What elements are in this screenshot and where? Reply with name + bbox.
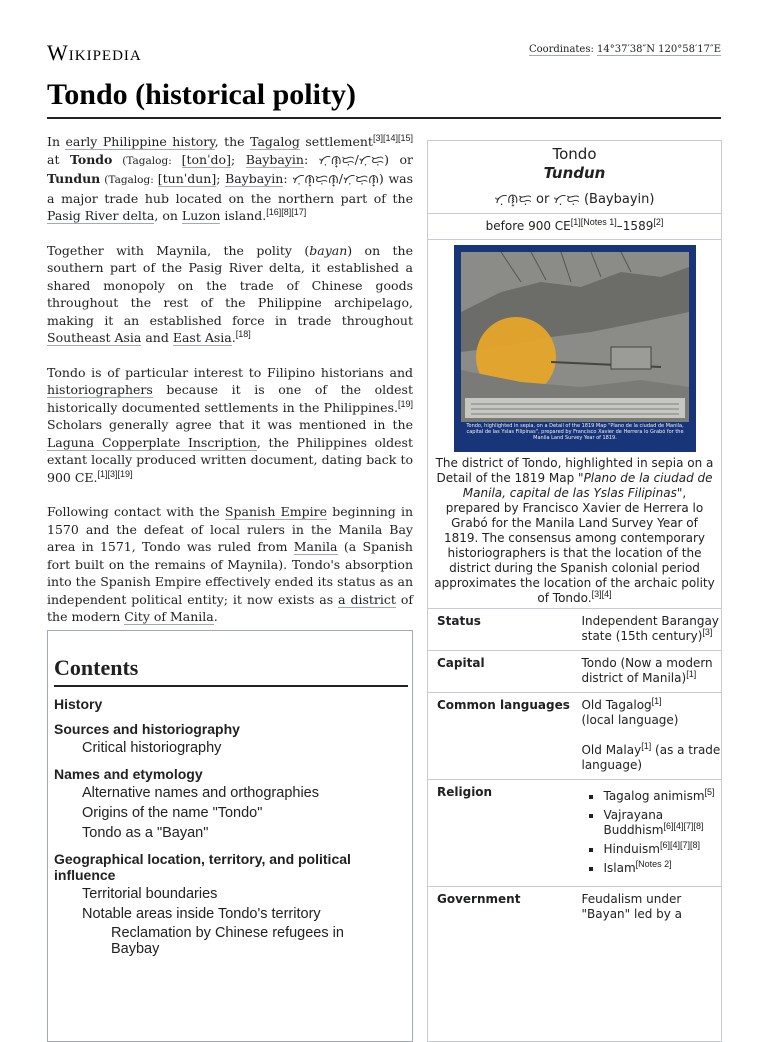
- citation[interactable]: [18]: [235, 328, 251, 339]
- paragraph-intro: [47, 133, 413, 225]
- toc-list: [48, 696, 412, 957]
- infobox-baybayin: [432, 189, 717, 207]
- text: Vajrayana Buddhism: [603, 808, 664, 837]
- historic-map-graphic: [461, 252, 689, 422]
- citation[interactable]: [1][Notes 1]: [570, 217, 617, 227]
- status-value: [581, 614, 721, 644]
- infobox-name: Tondo: [552, 145, 597, 163]
- toc-item-geography[interactable]: Geographical location, territory, and political influence: [54, 851, 351, 883]
- text: , on: [154, 208, 182, 223]
- baybayin-script-2: ᜆᜓᜇᜓ: [553, 192, 580, 207]
- text: .: [231, 330, 236, 345]
- text: ;: [230, 151, 246, 167]
- link-early-philippine-history[interactable]: early Philippine history: [65, 134, 215, 149]
- bold-tundun: Tundun: [47, 171, 101, 186]
- coordinates: Coordinates: 14°37′38″N 120°58′17″E: [528, 44, 721, 55]
- map-caption: [428, 452, 721, 608]
- infobox-row-religion: [428, 779, 721, 886]
- link-baybayin[interactable]: Baybayin: [245, 151, 304, 167]
- title-divider: [47, 117, 721, 119]
- link-baybayin-2[interactable]: Baybayin: [225, 171, 284, 186]
- link-spanish-empire[interactable]: Spanish Empire: [224, 504, 328, 519]
- table-of-contents: [47, 630, 413, 1042]
- citation[interactable]: [6][4][7][8]: [659, 840, 700, 850]
- text: (local language): [581, 713, 679, 727]
- text: (as a trade language): [581, 743, 721, 772]
- text: Old Tagalog: [581, 698, 652, 712]
- text: Following contact with the: [47, 504, 225, 519]
- toc-item-tondo-bayan[interactable]: Tondo as a "Bayan": [82, 825, 209, 841]
- toc-item-territorial-boundaries[interactable]: Territorial boundaries: [82, 886, 218, 902]
- text: , the Philippines oldest extant locally produced written document, dating back to 900 CE.: [47, 434, 413, 485]
- italic-map-title: Plano de la ciudad de Manila, capital de las Yslas Filipinas: [462, 471, 713, 500]
- toc-item-critical-historiography[interactable]: Critical historiography: [82, 740, 222, 756]
- citation[interactable]: [16][8][17]: [266, 206, 307, 217]
- citation[interactable]: [3][4]: [591, 589, 612, 599]
- link-southeast-asia[interactable]: Southeast Asia: [47, 330, 142, 345]
- citation[interactable]: [5]: [704, 787, 715, 797]
- toc-item-history[interactable]: History: [54, 696, 103, 712]
- text: Islam: [603, 861, 636, 875]
- citation[interactable]: [6][4][7][8]: [663, 821, 704, 831]
- citation[interactable]: [3]: [702, 627, 713, 637]
- infobox: [427, 140, 722, 1042]
- date-start: before 900 CE: [485, 219, 571, 233]
- citation[interactable]: [3][14][15]: [372, 132, 413, 143]
- text: Hinduism: [603, 842, 660, 856]
- link-ipa-tundun[interactable]: [tunˈdun]: [157, 171, 217, 186]
- link-luzon[interactable]: Luzon: [181, 208, 221, 223]
- link-east-asia[interactable]: East Asia: [172, 330, 232, 345]
- map-image[interactable]: [454, 245, 696, 452]
- date-end: –1589: [616, 219, 654, 233]
- link-historiographers[interactable]: historiographers: [47, 382, 153, 397]
- map-drawing: [461, 252, 689, 422]
- baybayin-script: ᜆᜓᜈ᜔ᜇᜓ: [494, 192, 532, 207]
- text: (a Spanish fort built on the remains of Maynila). Tondo's absorption into the Spanish Empire effectively ended its status as an independent political entity; it now exists as: [47, 539, 413, 607]
- coordinates-label-link[interactable]: Coordinates: [528, 44, 591, 55]
- capital-label: Capital: [437, 656, 485, 670]
- religion-list: [581, 789, 721, 876]
- map-note: Tondo, highlighted in sepia, on a Detail of the 1819 Map "Plano de la ciudad de Manila, capital de las Yslas Filipinas", prepared by Francisco Xavier de Herrera lo Grabó for the Manila Land Survey Year of 1819.: [466, 423, 684, 441]
- text: beginning in 1570 and the defeat of local rulers in the Manila Bay area in 1571, Tondo was ruled from: [47, 504, 414, 554]
- religion-label: Religion: [437, 785, 493, 799]
- text: ;: [216, 171, 226, 186]
- citation[interactable]: [1]: [641, 741, 652, 751]
- religion-item: [603, 789, 721, 804]
- link-ipa-tondo[interactable]: [tonˈdo]: [181, 151, 231, 167]
- languages-label: Common languages: [437, 698, 570, 712]
- text: (Tagalog:: [112, 154, 182, 167]
- text: Tondo is of particular interest to Filipino historians and: [47, 364, 413, 380]
- text: and: [141, 330, 173, 345]
- text: , the: [214, 134, 251, 149]
- text: ) on the southern part of the Pasig River delta, it established a shared monopoly on the trade of Chinese goods throughout the rest of the Philippine archipelago, making it an established force in trade throughout: [47, 242, 414, 328]
- government-label: Government: [437, 892, 521, 906]
- religion-item: [603, 861, 721, 876]
- religion-item: [603, 842, 721, 857]
- link-a-district[interactable]: a district: [338, 591, 396, 607]
- toc-item-names-etymology[interactable]: Names and etymology: [54, 766, 203, 782]
- text: settlement: [299, 134, 373, 149]
- text: Scholars generally agree that it was mentioned in the: [47, 417, 413, 432]
- italic-bayan: bayan: [309, 242, 348, 258]
- citation[interactable]: [1]: [686, 669, 697, 679]
- bold-tondo: Tondo: [70, 151, 113, 167]
- link-tagalog[interactable]: Tagalog: [250, 134, 300, 149]
- status-label: Status: [437, 614, 481, 628]
- paragraph-historians: [47, 364, 413, 487]
- text: The district of Tondo, highlighted in sepia on a Detail of the 1819 Map ": [435, 456, 714, 485]
- text: Tagalog animism: [603, 789, 705, 803]
- citation[interactable]: [2]: [653, 217, 664, 227]
- capital-value: [581, 656, 721, 686]
- text: (Tagalog:: [100, 174, 158, 186]
- text: Together with Maynila, the polity (: [47, 242, 310, 258]
- text: at: [47, 151, 70, 167]
- religion-item: [603, 808, 721, 838]
- page-title: Tondo (historical polity): [47, 78, 356, 111]
- link-laguna-copperplate-inscription[interactable]: Laguna Copperplate Inscription: [47, 434, 257, 450]
- article-body: [47, 133, 413, 643]
- toc-item-sources[interactable]: Sources and historiography: [54, 721, 240, 737]
- languages-value: [581, 698, 721, 773]
- coordinates-value-link[interactable]: 14°37′38″N 120°58′17″E: [597, 44, 721, 55]
- text: .: [213, 609, 218, 624]
- government-value: Feudalism under "Bayan" led by a: [581, 892, 683, 921]
- infobox-row-status: [428, 608, 721, 650]
- infobox-native-name: Tundun: [543, 164, 606, 182]
- text: ", prepared by Francisco Xavier de Herrera lo Grabó for the Manila Land Survey Year of 1819. The consensus among contemporary historiographers is that the location of the district during the Spanish colonial period approximates the location of the archaic polity of Tondo.: [434, 486, 715, 605]
- link-city-of-manila[interactable]: City of Manila: [124, 609, 214, 624]
- infobox-row-capital: [428, 650, 721, 692]
- infobox-row-languages: [428, 692, 721, 779]
- text: : ᜆᜓᜈ᜔ᜇᜓ/ᜆᜓᜇᜓ) or: [303, 151, 413, 167]
- link-manila[interactable]: Manila: [293, 539, 338, 554]
- paragraph-maynila: [47, 242, 413, 347]
- text: Tondo (Now a modern district of Manila): [581, 656, 713, 685]
- toc-item-reclamation[interactable]: Reclamation by Chinese refugees in Baybay: [111, 925, 344, 957]
- religion-value: [581, 785, 721, 880]
- toc-item-notable-areas[interactable]: Notable areas inside Tondo's territory: [82, 906, 321, 922]
- baybayin-or: or: [536, 192, 550, 207]
- text: Old Malay: [581, 743, 642, 757]
- citation[interactable]: [19]: [397, 398, 413, 409]
- citation[interactable]: [1][3][19]: [97, 468, 133, 479]
- infobox-dates: [428, 214, 721, 240]
- citation[interactable]: [Notes 2]: [635, 859, 672, 869]
- link-pasig-river-delta[interactable]: Pasig River delta: [47, 208, 155, 223]
- citation[interactable]: [1]: [651, 696, 662, 706]
- wikipedia-logo[interactable]: Wikipedia: [47, 40, 142, 65]
- text: because it is one of the oldest historically documented settlements in the Philippines.: [47, 382, 413, 415]
- text: In: [47, 134, 66, 149]
- text: : ᜆᜓᜈ᜔ᜇᜓᜈ᜔/ᜆᜓᜇᜓᜈ᜔) was a major trade hub located on the northern part of the: [47, 171, 414, 206]
- toc-item-origins-name[interactable]: Origins of the name "Tondo": [82, 805, 263, 821]
- text: island.: [220, 208, 267, 223]
- text: Independent Barangay state (15th century): [581, 614, 719, 643]
- paragraph-spanish: [47, 503, 413, 626]
- infobox-header: [428, 141, 721, 214]
- infobox-row-government: [428, 886, 721, 928]
- baybayin-label: (Baybayin): [583, 192, 655, 207]
- toc-item-alternative-names[interactable]: Alternative names and orthographies: [82, 785, 319, 801]
- text: of the modern: [47, 591, 413, 624]
- toc-title: Contents: [54, 655, 408, 687]
